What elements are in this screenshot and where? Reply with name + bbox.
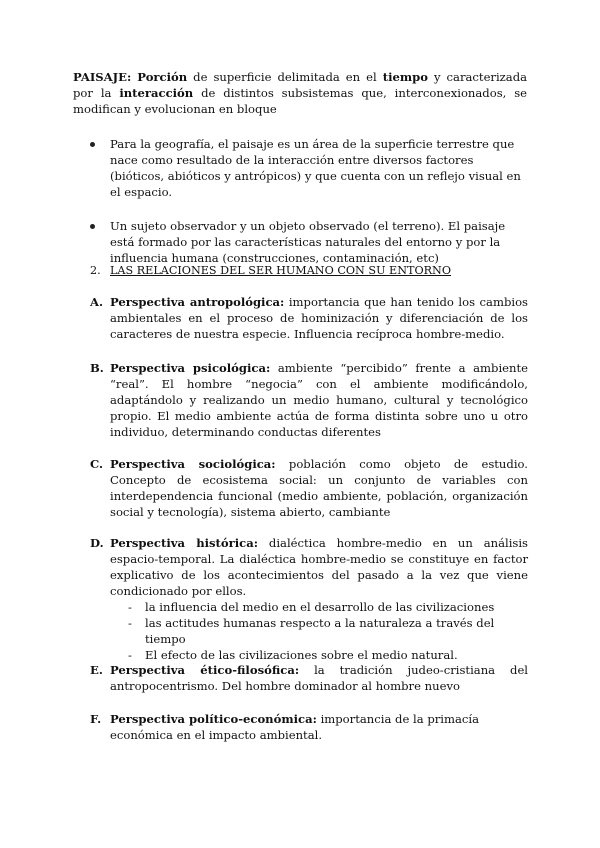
- section-f: [90, 711, 528, 743]
- section-body: [110, 456, 528, 520]
- section-letter: E.: [90, 663, 103, 677]
- section-text: importancia de la primacía económica en el impacto ambiental.: [110, 712, 480, 742]
- section-text: dialéctica hombre-medio en un análisis espacio-temporal. La dialéctica hombre-medio se constituye en factor explicativo de los acontecimientos del pasado a la vez que viene condicionado por ellos.: [110, 536, 529, 598]
- section-title: Perspectiva sociológica:: [110, 457, 276, 471]
- dash-list-item: [128, 615, 528, 647]
- section-letter: A.: [90, 295, 104, 309]
- section-title: Perspectiva ético-filosófica:: [110, 663, 300, 677]
- section-body: [110, 662, 528, 694]
- section-title: Perspectiva psicológica:: [110, 361, 271, 375]
- bullet-text: Un sujeto observador y un objeto observado (el terreno). El paisaje está formado por las características naturales del entorno y por la influencia humana (construcciones, contaminación, etc): [110, 219, 506, 265]
- heading-number: 2.: [90, 264, 101, 277]
- section-title: Perspectiva político-económica:: [110, 712, 317, 726]
- bullet-dot-icon: [90, 142, 95, 147]
- section-letter: B.: [90, 361, 104, 375]
- intro-text-1: de superficie delimitada en el: [193, 70, 377, 84]
- intro-term: PAISAJE:: [73, 70, 132, 84]
- section-body: [110, 711, 528, 743]
- section-letter: D.: [90, 536, 104, 550]
- dash-item-text: El efecto de las civilizaciones sobre el medio natural.: [145, 648, 458, 662]
- intro-text-2: y caracterizada por la: [73, 70, 528, 100]
- section-title: Perspectiva histórica:: [110, 536, 259, 550]
- section-title: Perspectiva antropológica:: [110, 295, 285, 309]
- section-letter: C.: [90, 457, 104, 471]
- dash-icon: -: [128, 648, 132, 662]
- section-letter: F.: [90, 712, 102, 726]
- bullet-dot-icon: [90, 224, 95, 229]
- section-c: [90, 456, 528, 520]
- dash-list-item: [128, 599, 528, 615]
- bullet-text: Para la geografía, el paisaje es un área de la superficie terrestre que nace como resultado de la interacción entre diversos factores (bióticos, abióticos y antrópicos) y que cuenta con un reflejo visual en el espacio.: [110, 137, 521, 199]
- section-body: [110, 360, 528, 440]
- intro-paragraph: [73, 69, 527, 117]
- section-a: [90, 294, 528, 342]
- intro-keyword-porcion: Porción: [137, 70, 188, 84]
- dash-icon: -: [128, 600, 132, 614]
- section-text: población como objeto de estudio. Concepto de ecosistema social: un conjunto de variables con interdependencia funcional (medio ambiente, población, organización social y tecnología), sistema abierto, cambiante: [110, 457, 528, 519]
- heading-text: LAS RELACIONES DEL SER HUMANO CON SU ENTORNO: [110, 264, 452, 277]
- section-body: [110, 294, 528, 342]
- section-d: [90, 535, 528, 663]
- bullet-item: [86, 136, 528, 200]
- section-b: [90, 360, 528, 440]
- section-text: la tradición judeo-cristiana del antropocentrismo. Del hombre dominador al hombre nuevo: [110, 663, 529, 693]
- section-body: [110, 535, 528, 599]
- section-text: importancia que han tenido los cambios ambientales en el proceso de hominización y diferenciación de los caracteres de nuestra especie. Influencia recíproca hombre-medio.: [110, 295, 529, 341]
- intro-keyword-interaccion: interacción: [119, 86, 194, 100]
- section-heading: [90, 263, 530, 279]
- section-text: ambiente “percibido” frente a ambiente “real”. El hombre “negocia” con el ambiente modificándolo, adaptándolo y realizando un medio humano, cultural y tecnológico propio. El medio ambiente actúa de forma distinta sobre uno u otro individuo, determinando conductas diferentes: [110, 361, 529, 439]
- bullet-list: [86, 136, 528, 284]
- dash-list: [128, 599, 528, 663]
- intro-keyword-tiempo: tiempo: [382, 70, 428, 84]
- dash-icon: -: [128, 616, 132, 630]
- dash-item-text: las actitudes humanas respecto a la naturaleza a través del tiempo: [145, 616, 495, 646]
- bullet-item: [86, 218, 528, 266]
- section-e: [90, 662, 528, 694]
- dash-item-text: la influencia del medio en el desarrollo de las civilizaciones: [145, 600, 495, 614]
- dash-list-item: [128, 647, 528, 663]
- intro-text-3: de distintos subsistemas que, interconexionados, se modifican y evolucionan en bloque: [73, 86, 528, 116]
